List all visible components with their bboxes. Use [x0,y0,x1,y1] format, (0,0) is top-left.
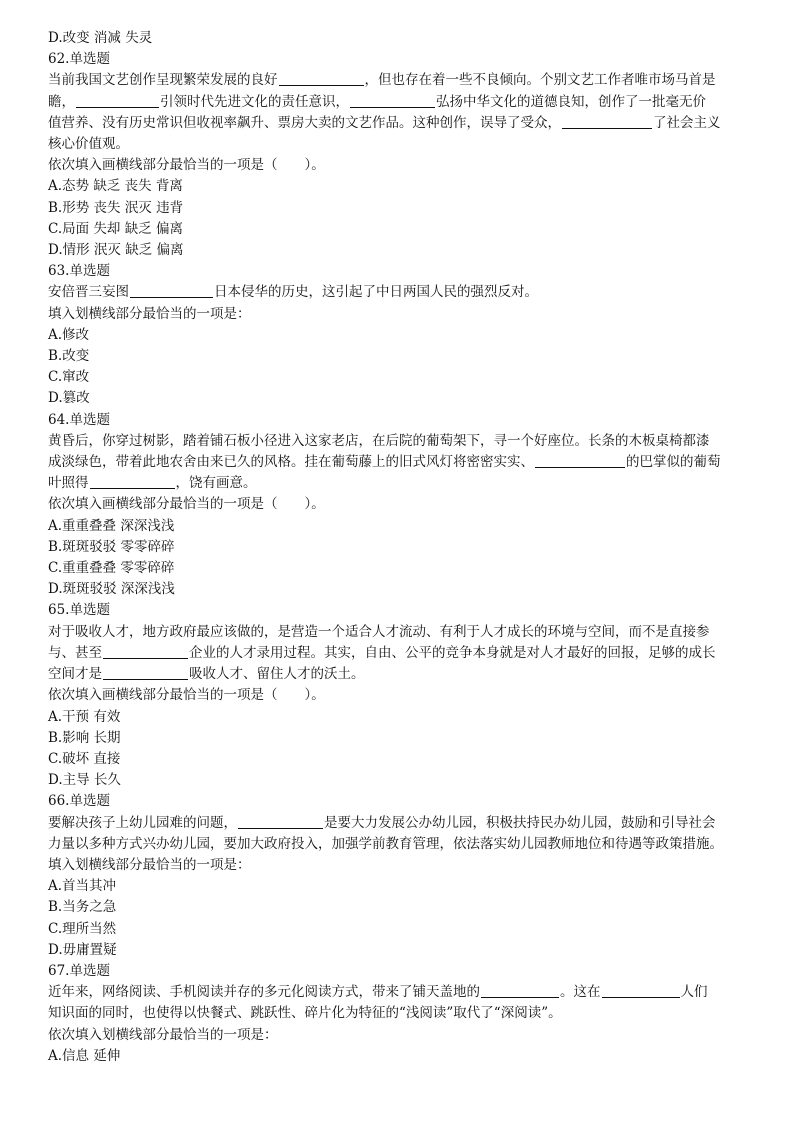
q64-option-a: A.重重叠叠 深深浅浅 [48,517,175,534]
q63-header: 63.单选题 [48,263,110,280]
q64-option-d: D.斑斑驳驳 深深浅浅 [48,581,175,598]
q65-option-d: D.主导 长久 [48,772,121,789]
q65-stem-line-2: 与、甚至 企业的人才录用过程。其实，自由、公平的竞争本身就是对人才最好的回报，足够的成长 [48,644,716,661]
q63-stem-line-1: 安倍晋三妄图 日本侵华的历史，这引起了中日两国人民的强烈反对。 [48,284,538,301]
q64-stem-line-2: 成淡绿色，带着此地农舍由来已久的风格。挂在葡萄藤上的旧式风灯将密密实实、 的巴掌似的葡萄 [48,454,721,471]
q66-option-a: A.首当其冲 [48,878,117,895]
q66-option-d: D.毋庸置疑 [48,941,117,958]
q62-option-b: B.形势 丧失 泯灭 违背 [48,199,184,216]
blank-line [562,114,652,129]
blank-line [76,93,159,108]
q64-prompt: 依次填入画横线部分最恰当的一项是（ ）。 [48,496,325,513]
q63-option-b: B.改变 [48,348,90,365]
q67-header: 67.单选题 [48,962,110,979]
q62-prompt: 依次填入画横线部分最恰当的一项是（ ）。 [48,157,325,174]
q65-stem-line-1: 对于吸收人才，地方政府最应该做的，是营造一个适合人才流动、有利于人才成长的环境与空间，而不是直接参 [48,623,710,640]
blank-line [130,283,213,298]
q67-stem-line-1: 近年来，网络阅读、手机阅读并存的多元化阅读方式，带来了铺天盖地的 。这在 人们 [48,984,708,1001]
q66-prompt: 填入划横线部分最恰当的一项是： [48,856,251,873]
q65-option-c: C.破坏 直接 [48,750,121,767]
q64-header: 64.单选题 [48,411,110,428]
q67-stem-line-2: 知识面的同时，也使得以快餐式、跳跃性、碎片化为特征的“浅阅读”取代了“深阅读”。 [48,1005,562,1022]
q63-option-a: A.修改 [48,326,90,343]
q66-stem-line-1: 要解决孩子上幼儿园难的问题， 是要大力发展公办幼儿园，积极扶持民办幼儿园，鼓励和引导社会 [48,814,716,831]
q64-option-c: C.重重叠叠 零零碎碎 [48,560,175,577]
blank-line [238,814,323,829]
q64-stem-line-1: 黄昏后，你穿过树影，踏着铺石板小径进入这家老店，在后院的葡萄架下，寻一个好座位。长条的木板桌椅都漆 [48,432,710,449]
q62-stem-line-4: 核心价值观。 [48,136,129,153]
q65-option-b: B.影响 长期 [48,729,121,746]
q66-option-c: C.理所当然 [48,920,117,937]
q66-stem-line-2: 力量以多种方式兴办幼儿园，要加大政府投入，加强学前教育管理，依法落实幼儿园教师地位和待遇等政策措施。 [48,835,723,852]
q67-option-a: A.信息 延伸 [48,1047,121,1064]
q62-option-d: D.情形 泯灭 缺乏 偏离 [48,242,184,259]
q66-header: 66.单选题 [48,793,110,810]
blank-line [481,983,559,998]
q64-stem-line-3: 叶照得 ，饶有画意。 [48,475,257,492]
q64-option-b: B.斑斑驳驳 零零碎碎 [48,538,175,555]
blank-line [103,644,188,659]
blank-line [535,453,625,468]
q65-stem-line-3: 空间才是 吸收人才、留住人才的沃土。 [48,666,365,683]
blank-line [90,474,175,489]
q62-option-c: C.局面 失却 缺乏 偏离 [48,220,184,237]
q62-stem-line-2: 瞻， 引领时代先进文化的责任意识， 弘扬中华文化的道德良知，创作了一批毫无价 [48,93,706,110]
q63-option-d: D.篡改 [48,390,90,407]
q65-header: 65.单选题 [48,602,110,619]
blank-line [602,983,680,998]
q65-prompt: 依次填入画横线部分最恰当的一项是（ ）。 [48,687,325,704]
blank-line [350,93,435,108]
q67-prompt: 依次填入划横线部分最恰当的一项是： [48,1026,278,1043]
q65-option-a: A.干预 有效 [48,708,121,725]
q66-option-b: B.当务之急 [48,899,117,916]
q62-stem-line-3: 值营养、没有历史常识但收视率飙升、票房大卖的文艺作品。这种创作，误导了受众， 了社会主义 [48,114,721,131]
q63-prompt: 填入划横线部分最恰当的一项是： [48,305,251,322]
q63-option-c: C.窜改 [48,369,90,386]
q61-option-d: D.改变 消减 失灵 [48,30,153,46]
blank-line [279,71,364,86]
q62-header: 62.单选题 [48,51,110,68]
q62-option-a: A.态势 缺乏 丧失 背离 [48,178,183,195]
blank-line [103,665,188,680]
q62-stem-line-1: 当前我国文艺创作呈现繁荣发展的良好 ，但也存在着一些不良倾向。个别文艺工作者唯市场马首是 [48,72,716,89]
